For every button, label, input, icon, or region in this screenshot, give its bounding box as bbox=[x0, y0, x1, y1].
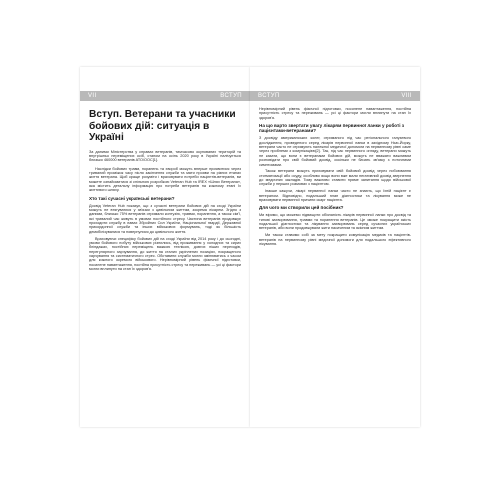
paragraph: Ми також ставимо собі за мету покращити комунікацію медиків та пацієнтів-ветеранів на первинному рівні медичної допомоги для подальшого ефективного лікування. bbox=[259, 233, 411, 247]
paragraph: Нерівномірний рівень фізичної підготовки, посилене навантаження, постійна присутність стресу та переживань — усі ці фактори могли вплинути на стан їх здоров'я. bbox=[259, 107, 411, 120]
paragraph: Також ветерани можуть приховувати свій бойовий досвід через побоювання стигматизації або осуду, особливо якщо вони вже мали негативний досвід звернення до медичних закладів. Тому важливо ставити пряме запитання щодо військової служби у перших розмовах з пацієнтом. bbox=[259, 169, 411, 187]
chapter-title: Вступ. Ветерани та учасники бойових дій: ситуація в Україні bbox=[89, 109, 236, 143]
subheading: Для чого ми створили цей посібник? bbox=[259, 205, 344, 211]
section-label: ВСТУП bbox=[258, 93, 280, 99]
right-page bbox=[250, 67, 420, 427]
page-number: VIII bbox=[401, 93, 412, 99]
paragraph: Враховуючи специфіку бойових дій на сході України від 2014 року і до сьогодні, умови бойового побуту військових різнились, від проживання у холодних та сирих бліндажах, постійних переміщень важкою технікою, довгих піших переходів, нерегулярного харчування, до життя на сталих укріплених позиціях, покращеного харчування та систематичного стрес. Обставини служби могли змінюватись з часом для кожного окремого військового. Нерівномірний рівень фізичної підготовки, посилене навантаження, постійна присутність стресу та переживань — усі ці фактори могли вплинути на стан їх здоров'я. bbox=[89, 236, 241, 271]
paragraph: Інакше кажучи, лікарі первинної ланки часто не знають, що їхній пацієнт є ветераном. Відповідно, подальший план діагностики та лікування може не враховувати первинної причини скарг пацієнта. bbox=[259, 189, 411, 203]
paragraph: Ми віримо, що можемо підвищити обізнаність лікарів первинної ланки про досвід та типові захворювання, травми та поранення ветеранів. Це зможе покращити якість подальшої діагностики та лікування захворювань серед сучасних українських ветеранів, аби вони продовжували жити насиченим та якісним життям. bbox=[259, 213, 411, 231]
left-page bbox=[80, 67, 250, 427]
page-number: VII bbox=[88, 93, 97, 99]
section-label: ВСТУП bbox=[220, 93, 242, 99]
subheading: Хто такі сучасні українські ветерани? bbox=[89, 195, 175, 201]
running-header bbox=[250, 91, 420, 101]
page-body bbox=[259, 107, 411, 249]
paragraph: За даними Міністерства у справах ветеранів, тимчасово окупованих територій та внутрішньо переміщених осіб, станом на осінь 2020 року в Україні налічується близько 460000 ветеранів АТО/ООС[1]. bbox=[89, 149, 241, 163]
subheading: На що варто звертати увагу лікарям первинної ланки у роботі з пацієнтами-ветеранами? bbox=[259, 123, 405, 134]
running-header bbox=[80, 91, 250, 101]
paragraph: Наслідки бойових травм, поранень та хвороб можуть вперше проявитися через тривалий проміжок часу після закінчення служби та мати прояви на різних етапах життя ветерана. Щоб краще розуміти і враховувати потреби пацієнтів-ветеранів, ви можете ознайомитися зі спільною розробкою Veteran Hub та IREX «Шлях Ветерана», яка містить детальну інформацію про потреби ветеранів на кожному етапі їх життєвого шляху. bbox=[89, 166, 241, 193]
page-body bbox=[89, 109, 241, 274]
paragraph: З досвіду американських колег, отриманого під час регіонального галузевого дослідження, проведеного серед лікарів первинної ланки в західному Нью-Йорку, ветерани часто не отримують належної медичної допомоги на первинному рівні саме через проблеми з комунікацією[2]. Так, під час первинного огляду, ветерани можуть не казати, що вони є ветеранами бойових дій, можуть не вважати важливим розповідати про свій бойовий досвід, оскільки не бачать зв'язку з поточними симптомами. bbox=[259, 136, 411, 167]
paragraph: Досвід Veteran Hub показує, що з сучасні ветерани бойових дій на сході України можуть не втягуватися у зв'язки з цивільним життям, зокрема лікарем. Згідно з даними, близько 75% ветеранів отримали контузію, травми, поранення, а також сім'ї, які тривалий час живуть в умовах постійного стресу. Частина ветеранів продовжує проходити службу в лавах Збройних Сил України, Національної гвардії, Державної прикордонної служби та інших військових формувань, тоді як більшість демобілізувалися та повернулися до цивільного життя. bbox=[89, 203, 241, 234]
